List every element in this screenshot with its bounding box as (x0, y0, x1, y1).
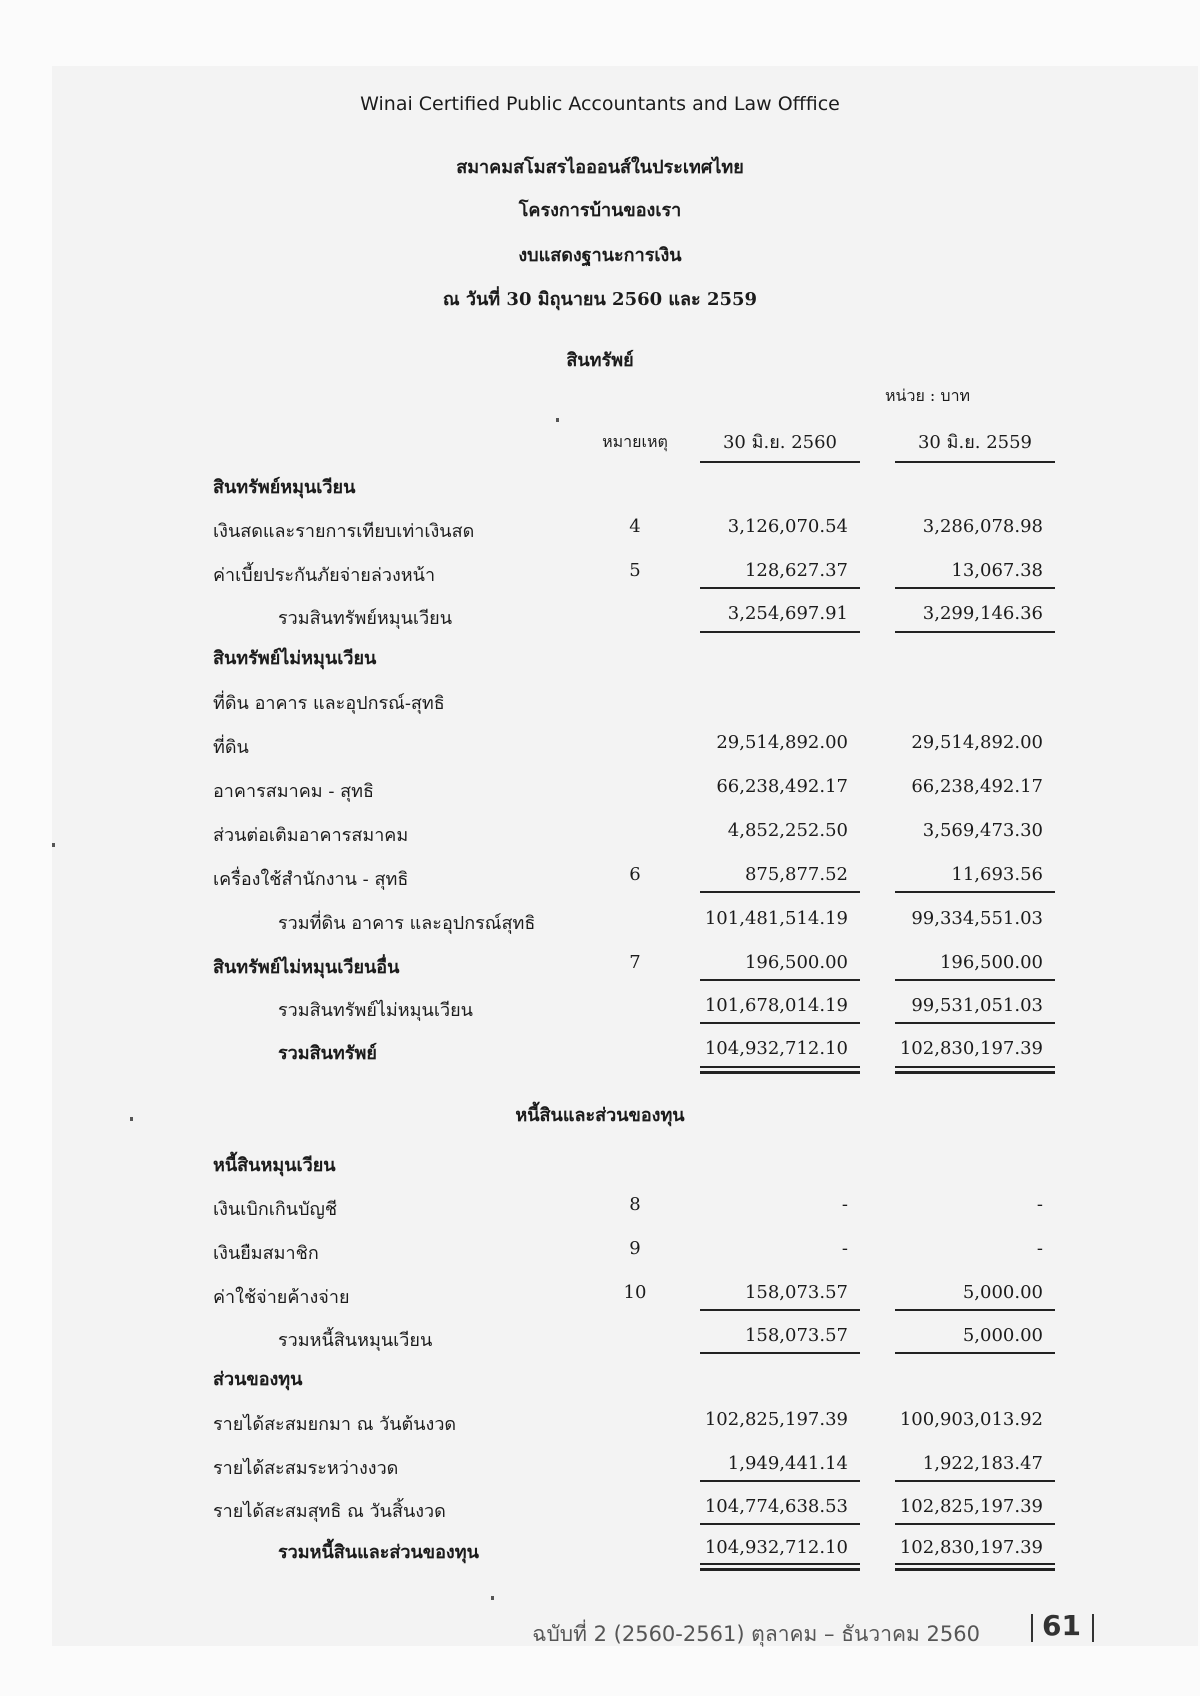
value-2560: 29,514,892.00 (716, 732, 848, 753)
row-label: ที่ดิน (213, 737, 249, 758)
value-2560: - (841, 1194, 848, 1215)
table-row (0, 1527, 1200, 1567)
value-2560: 1,949,441.14 (727, 1453, 848, 1474)
value-2560: 3,126,070.54 (727, 516, 848, 537)
double-underline (700, 1563, 860, 1571)
value-2559: 99,531,051.03 (911, 995, 1043, 1016)
double-underline (700, 1066, 860, 1074)
table-row (0, 678, 1200, 718)
value-2560: 3,254,697.91 (727, 603, 848, 624)
value-2559: 102,825,197.39 (899, 1496, 1043, 1517)
value-2559: 66,238,492.17 (911, 776, 1043, 797)
subtotal-line (700, 891, 860, 893)
total-line (895, 1523, 1055, 1525)
row-label: รวมสินทรัพย์ (278, 1043, 377, 1064)
table-row (0, 462, 1200, 502)
value-2559: 13,067.38 (951, 560, 1043, 581)
table-row (0, 722, 1200, 762)
subtotal-line (700, 979, 860, 981)
page-number-divider (1031, 1614, 1033, 1642)
scan-speck (491, 1596, 494, 1600)
double-underline (895, 1563, 1055, 1571)
value-2559: 5,000.00 (962, 1282, 1043, 1303)
row-note: 10 (623, 1282, 647, 1303)
value-2559: 3,286,078.98 (922, 516, 1043, 537)
subtotal-line (895, 587, 1055, 589)
value-2560: 104,932,712.10 (704, 1038, 848, 1059)
value-2559: 196,500.00 (939, 952, 1043, 973)
value-2559: 5,000.00 (962, 1325, 1043, 1346)
table-row (0, 550, 1200, 590)
liabilities-section-title: หนี้สินและส่วนของทุน (515, 1105, 685, 1126)
row-label: รวมสินทรัพย์หมุนเวียน (278, 608, 453, 629)
statement-date: ณ วันที่ 30 มิถุนายน 2560 และ 2559 (442, 289, 758, 310)
row-note: 4 (629, 516, 641, 537)
table-row (0, 766, 1200, 806)
assets-section-title: สินทรัพย์ (566, 350, 634, 371)
table-row (0, 593, 1200, 633)
subtotal-line (895, 1309, 1055, 1311)
table-row (0, 1354, 1200, 1394)
value-2559: 3,299,146.36 (922, 603, 1043, 624)
total-line (700, 1523, 860, 1525)
value-2559: 1,922,183.47 (922, 1453, 1043, 1474)
value-2559: 102,830,197.39 (899, 1537, 1043, 1558)
value-2559: 3,569,473.30 (922, 820, 1043, 841)
scan-speck (556, 418, 559, 422)
project-name: โครงการบ้านของเรา (518, 200, 682, 221)
table-row (0, 810, 1200, 850)
value-2560: 128,627.37 (744, 560, 848, 581)
row-note: 6 (629, 864, 641, 885)
value-2559: 102,830,197.39 (899, 1038, 1043, 1059)
page-number: 61 (1042, 1609, 1081, 1642)
value-2560: 158,073.57 (744, 1282, 848, 1303)
row-label: เงินสดและรายการเทียบเท่าเงินสด (213, 521, 475, 542)
row-label: ค่าเบี้ยประกันภัยจ่ายล่วงหน้า (213, 565, 436, 586)
row-label: หนี้สินหมุนเวียน (213, 1155, 336, 1176)
value-2560: 196,500.00 (744, 952, 848, 973)
row-label: รวมหนี้สินหมุนเวียน (278, 1330, 433, 1351)
col-2560-header: 30 มิ.ย. 2560 (722, 432, 837, 453)
row-label: สินทรัพย์หมุนเวียน (213, 477, 356, 498)
row-label: ค่าใช้จ่ายค้างจ่าย (213, 1287, 350, 1308)
row-label: เงินเบิกเกินบัญชี (213, 1199, 338, 1220)
table-row (0, 1443, 1200, 1483)
row-label: เครื่องใช้สำนักงาน - สุทธิ (213, 869, 409, 890)
statement-title: งบแสดงฐานะการเงิน (518, 245, 682, 266)
table-row (0, 506, 1200, 546)
col-2559-header: 30 มิ.ย. 2559 (917, 432, 1032, 453)
value-2560: 104,932,712.10 (704, 1537, 848, 1558)
subtotal-line (700, 1480, 860, 1482)
table-row (0, 1399, 1200, 1439)
table-row (0, 942, 1200, 982)
value-2559: 29,514,892.00 (911, 732, 1043, 753)
value-2560: 875,877.52 (744, 864, 848, 885)
value-2560: 104,774,638.53 (704, 1496, 848, 1517)
row-label: สินทรัพย์ไม่หมุนเวียน (213, 648, 377, 669)
row-label: รายได้สะสมสุทธิ ณ วันสิ้นงวด (213, 1501, 446, 1522)
row-note: 9 (629, 1238, 641, 1259)
table-row (0, 854, 1200, 894)
value-2560: 66,238,492.17 (716, 776, 848, 797)
row-label: รวมสินทรัพย์ไม่หมุนเวียน (278, 1000, 473, 1021)
table-row (0, 1272, 1200, 1312)
double-underline (895, 1066, 1055, 1074)
row-note: 7 (629, 952, 641, 973)
table-row (0, 633, 1200, 673)
total-line (700, 1022, 860, 1024)
value-2559: 11,693.56 (951, 864, 1043, 885)
note-column-header: หมายเหตุ (602, 432, 668, 451)
value-2560: 101,481,514.19 (704, 908, 848, 929)
value-2559: 100,903,013.92 (899, 1409, 1043, 1430)
table-row (0, 1140, 1200, 1180)
table-row (0, 1315, 1200, 1355)
total-line (895, 1022, 1055, 1024)
row-label: ที่ดิน อาคาร และอุปกรณ์-สุทธิ (213, 693, 445, 714)
value-2559: 99,334,551.03 (911, 908, 1043, 929)
table-row (0, 985, 1200, 1025)
row-note: 5 (629, 560, 641, 581)
value-2559: - (1036, 1194, 1043, 1215)
row-label: รวมหนี้สินและส่วนของทุน (278, 1542, 479, 1563)
row-label: รวมที่ดิน อาคาร และอุปกรณ์สุทธิ (278, 913, 536, 934)
issue-footer: ฉบับที่ 2 (2560-2561) ตุลาคม – ธันวาคม 2560 (532, 1622, 980, 1646)
table-row (0, 1028, 1200, 1068)
row-label: เงินยืมสมาชิก (213, 1243, 319, 1264)
row-label: รายได้สะสมระหว่างงวด (213, 1458, 399, 1479)
subtotal-line (895, 1480, 1055, 1482)
value-2560: 158,073.57 (744, 1325, 848, 1346)
value-2560: - (841, 1238, 848, 1259)
value-2560: 102,825,197.39 (704, 1409, 848, 1430)
value-2560: 4,852,252.50 (727, 820, 848, 841)
subtotal-line (700, 1309, 860, 1311)
row-label: รายได้สะสมยกมา ณ วันต้นงวด (213, 1414, 457, 1435)
row-label: สินทรัพย์ไม่หมุนเวียนอื่น (213, 957, 400, 978)
firm-name: Winai Certified Public Accountants and Law Offfice (360, 93, 840, 115)
value-2559: - (1036, 1238, 1043, 1259)
organization-name: สมาคมสโมสรไอออนส์ในประเทศไทย (456, 157, 744, 178)
row-label: ส่วนของทุน (213, 1369, 303, 1390)
table-row (0, 1486, 1200, 1526)
subtotal-line (895, 891, 1055, 893)
table-row (0, 898, 1200, 938)
table-row (0, 1228, 1200, 1268)
row-note: 8 (629, 1194, 641, 1215)
page-number-divider (1092, 1614, 1094, 1642)
row-label: อาคารสมาคม - สุทธิ (213, 781, 374, 802)
scan-speck (52, 843, 55, 847)
row-label: ส่วนต่อเติมอาคารสมาคม (213, 825, 409, 846)
subtotal-line (700, 587, 860, 589)
subtotal-line (895, 979, 1055, 981)
table-row (0, 1184, 1200, 1224)
value-2560: 101,678,014.19 (704, 995, 848, 1016)
unit-label: หน่วย : บาท (885, 386, 971, 405)
scan-speck (130, 1117, 133, 1121)
